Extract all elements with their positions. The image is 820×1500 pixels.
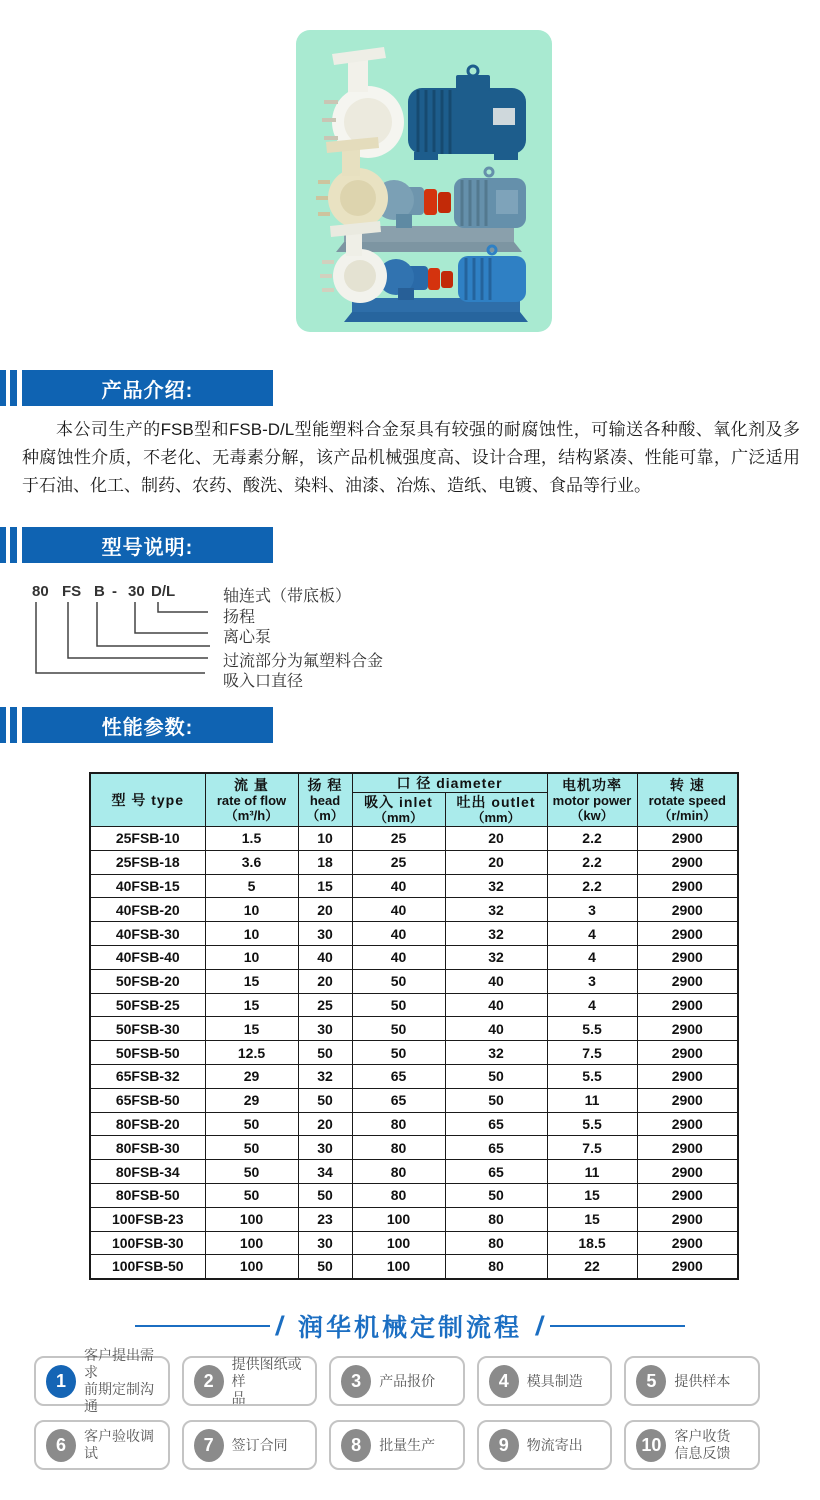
table-cell: 80 [352, 1136, 445, 1160]
table-cell: 2900 [637, 993, 738, 1017]
flow-step-card [34, 1347, 170, 1414]
step-number-badge: 10 [636, 1429, 666, 1462]
table-cell: 30 [298, 1231, 352, 1255]
table-cell: 25 [352, 850, 445, 874]
table-cell: 15 [547, 1183, 637, 1207]
table-cell: 100 [352, 1255, 445, 1279]
model-diagram [22, 580, 762, 700]
table-cell: 2900 [637, 898, 738, 922]
table-cell: 80 [352, 1183, 445, 1207]
flow-divider-line [135, 1325, 270, 1327]
table-cell: 32 [445, 945, 547, 969]
table-cell: 65 [445, 1112, 547, 1136]
table-cell: 100 [205, 1255, 298, 1279]
table-cell: 3 [547, 969, 637, 993]
table-row [90, 1160, 738, 1184]
table-cell: 7.5 [547, 1136, 637, 1160]
col-header-type: 型 号 type [90, 773, 205, 827]
table-row [90, 922, 738, 946]
col-header-outlet: 吐出 outlet （mm） [445, 793, 547, 827]
table-cell: 3 [547, 898, 637, 922]
table-cell: 65 [445, 1136, 547, 1160]
table-cell: 5 [205, 874, 298, 898]
section-title-params: 性能参数: [22, 707, 273, 743]
step-number-badge: 7 [194, 1429, 224, 1462]
table-cell: 50 [298, 1041, 352, 1065]
table-cell: 1.5 [205, 827, 298, 851]
step-number-badge: 5 [636, 1365, 666, 1398]
flow-step-card [624, 1420, 760, 1470]
intro-paragraph: 本公司生产的FSB型和FSB-D/L型能塑料合金泵具有较强的耐腐蚀性，可输送各种酸、氧化剂及多种腐蚀性介质，不老化、无毒素分解，该产品机械强度高、设计合理，结构紧凑、性能可靠，广泛适用于石油、化工、制药、农药、酸洗、染料、油漆、冶炼、造纸、电镀、食品等行业。 [22, 420, 800, 495]
table-cell: 32 [445, 898, 547, 922]
spec-table-body [90, 827, 738, 1279]
table-cell: 2900 [637, 1112, 738, 1136]
table-cell: 80 [445, 1207, 547, 1231]
step-number-badge: 2 [194, 1365, 224, 1398]
flow-slash: / [274, 1310, 287, 1341]
table-cell: 18.5 [547, 1231, 637, 1255]
table-cell: 11 [547, 1088, 637, 1112]
model-code-part: - [112, 583, 117, 600]
table-cell: 10 [205, 945, 298, 969]
table-cell: 100FSB-50 [90, 1255, 205, 1279]
table-cell: 50FSB-20 [90, 969, 205, 993]
table-cell: 50FSB-25 [90, 993, 205, 1017]
table-cell: 2.2 [547, 874, 637, 898]
model-code-part: FS [62, 583, 82, 600]
table-cell: 29 [205, 1064, 298, 1088]
model-code-part: 30 [128, 583, 145, 600]
table-row [90, 1088, 738, 1112]
table-cell: 40 [445, 1017, 547, 1041]
table-cell: 10 [205, 922, 298, 946]
flow-divider-line [550, 1325, 685, 1327]
header-accent-bar [10, 527, 17, 563]
table-cell: 25FSB-10 [90, 827, 205, 851]
table-cell: 23 [298, 1207, 352, 1231]
table-cell: 15 [205, 1017, 298, 1041]
table-cell: 80 [445, 1231, 547, 1255]
table-row [90, 1231, 738, 1255]
table-cell: 2900 [637, 1088, 738, 1112]
table-cell: 40 [445, 993, 547, 1017]
table-cell: 2900 [637, 1017, 738, 1041]
col-header-diameter: 口 径 diameter [352, 773, 547, 793]
table-cell: 40 [352, 922, 445, 946]
flow-step-card [477, 1356, 613, 1406]
table-row [90, 1112, 738, 1136]
flow-step-card [182, 1356, 318, 1406]
table-cell: 80 [352, 1160, 445, 1184]
flow-step-card [477, 1420, 613, 1470]
table-cell: 15 [205, 969, 298, 993]
table-cell: 4 [547, 945, 637, 969]
table-row [90, 850, 738, 874]
table-cell: 2900 [637, 1255, 738, 1279]
col-header-flow: 流 量 rate of flow （m³/h） [205, 773, 298, 827]
table-cell: 10 [298, 827, 352, 851]
step-label: 客户收货 信息反馈 [674, 1428, 731, 1461]
table-row [90, 1136, 738, 1160]
header-accent-bar [10, 707, 17, 743]
flow-step-card [182, 1420, 318, 1470]
table-cell: 80 [352, 1112, 445, 1136]
section-header-model [0, 527, 820, 563]
step-number-badge: 1 [46, 1365, 76, 1398]
table-cell: 50 [352, 1017, 445, 1041]
table-cell: 40 [445, 969, 547, 993]
step-number-badge: 6 [46, 1429, 76, 1462]
model-label: 过流部分为氟塑料合金 [223, 653, 384, 670]
table-cell: 2900 [637, 1207, 738, 1231]
table-cell: 40 [298, 945, 352, 969]
table-cell: 2900 [637, 1160, 738, 1184]
table-row [90, 1255, 738, 1279]
table-cell: 22 [547, 1255, 637, 1279]
table-cell: 2.2 [547, 827, 637, 851]
table-row [90, 969, 738, 993]
table-cell: 50 [445, 1088, 547, 1112]
table-cell: 40 [352, 898, 445, 922]
table-cell: 7.5 [547, 1041, 637, 1065]
model-label: 离心泵 [223, 629, 272, 646]
model-label: 吸入口直径 [223, 673, 304, 690]
table-cell: 32 [298, 1064, 352, 1088]
table-cell: 40FSB-40 [90, 945, 205, 969]
table-cell: 20 [445, 827, 547, 851]
col-header-inlet: 吸入 inlet （mm） [352, 793, 445, 827]
table-cell: 50 [298, 1255, 352, 1279]
table-cell: 12.5 [205, 1041, 298, 1065]
table-row [90, 1064, 738, 1088]
table-row [90, 945, 738, 969]
model-code-part: 80 [32, 583, 49, 600]
table-cell: 15 [205, 993, 298, 1017]
step-label: 物流寄出 [526, 1436, 583, 1453]
table-cell: 50 [445, 1183, 547, 1207]
flow-step-card [329, 1420, 465, 1470]
step-number-badge: 3 [341, 1365, 371, 1398]
table-cell: 2900 [637, 1183, 738, 1207]
step-label: 签订合同 [231, 1436, 288, 1453]
table-cell: 30 [298, 1136, 352, 1160]
header-accent-bar [0, 707, 6, 743]
step-number-badge: 8 [341, 1429, 371, 1462]
table-cell: 2900 [637, 874, 738, 898]
model-label: 扬程 [223, 609, 256, 626]
product-photo [296, 30, 552, 332]
col-header-speed: 转 速 rotate speed （r/min） [637, 773, 738, 827]
table-cell: 50 [205, 1183, 298, 1207]
table-cell: 11 [547, 1160, 637, 1184]
table-cell: 80FSB-34 [90, 1160, 205, 1184]
table-cell: 100FSB-23 [90, 1207, 205, 1231]
table-cell: 50 [298, 1183, 352, 1207]
section-title-model: 型号说明: [22, 527, 273, 563]
table-row [90, 898, 738, 922]
table-cell: 50 [445, 1064, 547, 1088]
flow-slash: / [533, 1310, 546, 1341]
col-header-head: 扬 程 head （m） [298, 773, 352, 827]
table-row [90, 1017, 738, 1041]
table-cell: 32 [445, 922, 547, 946]
table-cell: 4 [547, 922, 637, 946]
table-cell: 2900 [637, 850, 738, 874]
table-cell: 2.2 [547, 850, 637, 874]
flow-step-card [624, 1356, 760, 1406]
table-cell: 20 [298, 969, 352, 993]
table-cell: 15 [547, 1207, 637, 1231]
table-cell: 40FSB-20 [90, 898, 205, 922]
model-code-part: B [94, 583, 105, 600]
spec-table [89, 772, 739, 1280]
table-row [90, 1207, 738, 1231]
table-cell: 25FSB-18 [90, 850, 205, 874]
model-label: 轴连式（带底板） [223, 588, 352, 605]
flow-title-row [0, 1308, 820, 1344]
table-cell: 20 [298, 1112, 352, 1136]
table-cell: 3.6 [205, 850, 298, 874]
section-title-intro: 产品介绍: [22, 370, 273, 406]
table-cell: 25 [352, 827, 445, 851]
step-label: 提供样本 [674, 1372, 731, 1389]
table-cell: 100FSB-30 [90, 1231, 205, 1255]
flow-step-card [34, 1420, 170, 1470]
flow-step-card [329, 1356, 465, 1406]
table-cell: 5.5 [547, 1112, 637, 1136]
table-cell: 2900 [637, 945, 738, 969]
step-number-badge: 9 [489, 1429, 519, 1462]
table-cell: 2900 [637, 922, 738, 946]
table-cell: 50 [298, 1088, 352, 1112]
table-row [90, 827, 738, 851]
table-cell: 65 [352, 1088, 445, 1112]
step-label: 批量生产 [379, 1436, 436, 1453]
table-cell: 50 [205, 1112, 298, 1136]
table-cell: 40FSB-30 [90, 922, 205, 946]
table-cell: 50 [352, 969, 445, 993]
model-code-part: D/L [151, 583, 176, 600]
table-cell: 2900 [637, 1231, 738, 1255]
table-cell: 10 [205, 898, 298, 922]
table-row [90, 1041, 738, 1065]
table-cell: 4 [547, 993, 637, 1017]
flow-row-2 [34, 1420, 760, 1470]
section-header-intro [0, 370, 820, 406]
step-number-badge: 4 [489, 1365, 519, 1398]
table-cell: 50 [205, 1160, 298, 1184]
table-cell: 30 [298, 1017, 352, 1041]
flow-row-1 [34, 1347, 760, 1414]
step-label: 客户提出需求 前期定制沟通 [84, 1347, 154, 1414]
table-cell: 32 [445, 1041, 547, 1065]
table-cell: 50 [352, 993, 445, 1017]
table-cell: 40FSB-15 [90, 874, 205, 898]
step-label: 客户验收调试 [84, 1428, 154, 1461]
step-label: 产品报价 [379, 1372, 436, 1389]
table-cell: 2900 [637, 969, 738, 993]
table-cell: 50FSB-50 [90, 1041, 205, 1065]
table-cell: 5.5 [547, 1017, 637, 1041]
pumps-illustration [296, 30, 552, 332]
table-cell: 15 [298, 874, 352, 898]
table-cell: 80 [445, 1255, 547, 1279]
table-cell: 30 [298, 922, 352, 946]
step-label: 模具制造 [526, 1372, 583, 1389]
table-cell: 50 [352, 1041, 445, 1065]
step-label: 提供图纸或样 品 [231, 1355, 302, 1406]
table-cell: 65FSB-32 [90, 1064, 205, 1088]
table-cell: 20 [298, 898, 352, 922]
table-row [90, 874, 738, 898]
table-cell: 65 [445, 1160, 547, 1184]
table-cell: 65 [352, 1064, 445, 1088]
table-cell: 18 [298, 850, 352, 874]
table-cell: 25 [298, 993, 352, 1017]
table-cell: 50 [205, 1136, 298, 1160]
flow-title: 润华机械定制流程 [297, 1314, 522, 1342]
table-cell: 5.5 [547, 1064, 637, 1088]
table-cell: 40 [352, 945, 445, 969]
table-row [90, 1183, 738, 1207]
table-cell: 100 [205, 1207, 298, 1231]
section-header-params [0, 707, 820, 743]
table-cell: 80FSB-50 [90, 1183, 205, 1207]
table-cell: 100 [352, 1207, 445, 1231]
table-row [90, 993, 738, 1017]
table-cell: 65FSB-50 [90, 1088, 205, 1112]
table-cell: 29 [205, 1088, 298, 1112]
table-cell: 100 [205, 1231, 298, 1255]
header-accent-bar [0, 527, 6, 563]
header-accent-bar [0, 370, 6, 406]
table-cell: 80FSB-20 [90, 1112, 205, 1136]
table-cell: 2900 [637, 1041, 738, 1065]
table-cell: 80FSB-30 [90, 1136, 205, 1160]
col-header-power: 电机功率 motor power （kw） [547, 773, 637, 827]
table-cell: 34 [298, 1160, 352, 1184]
table-cell: 40 [352, 874, 445, 898]
table-cell: 2900 [637, 1064, 738, 1088]
header-accent-bar [10, 370, 17, 406]
table-cell: 20 [445, 850, 547, 874]
table-cell: 2900 [637, 1136, 738, 1160]
table-cell: 50FSB-30 [90, 1017, 205, 1041]
table-cell: 32 [445, 874, 547, 898]
table-cell: 2900 [637, 827, 738, 851]
table-cell: 100 [352, 1231, 445, 1255]
